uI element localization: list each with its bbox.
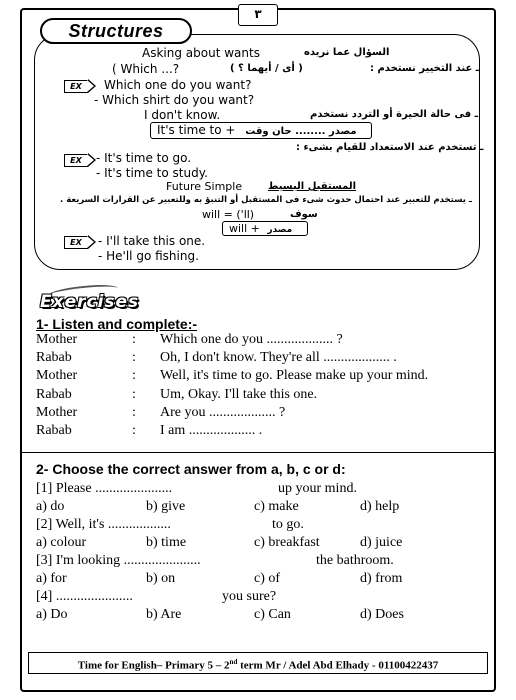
option-b[interactable]: b) on bbox=[146, 571, 176, 586]
option-b[interactable]: b) give bbox=[146, 499, 186, 514]
dialogue-speaker: Rabab bbox=[36, 423, 72, 438]
will-equation: will = ('ll) bbox=[202, 208, 255, 221]
dont-know-phrase: I don't know. bbox=[144, 108, 221, 122]
option-c[interactable]: c) Can bbox=[254, 607, 291, 622]
exercises-title: Exercises bbox=[40, 292, 140, 312]
option-b[interactable]: b) time bbox=[146, 535, 187, 550]
future-simple-arabic: المستقبل البسيط bbox=[268, 181, 357, 192]
dialogue-colon: : bbox=[132, 386, 136, 402]
question-stem-start: [3] I'm looking ...................... bbox=[36, 553, 201, 568]
option-a[interactable]: a) colour bbox=[36, 535, 87, 550]
its-time-formula-box bbox=[150, 122, 372, 139]
question-stem-end: up your mind. bbox=[278, 481, 357, 496]
will-arabic: سوف bbox=[290, 209, 318, 220]
example-tag-1: EX bbox=[64, 80, 88, 93]
question-stem-end: to go. bbox=[272, 517, 304, 532]
choice-note: ـ عند التخيير نستخدم : bbox=[370, 63, 480, 74]
example-ill-take: - I'll take this one. bbox=[98, 234, 206, 248]
dialogue-line: Um, Okay. I'll take this one. bbox=[160, 386, 318, 402]
example-arrow-2 bbox=[88, 153, 96, 167]
its-time-formula-en: It's time to + bbox=[157, 123, 236, 137]
which-structure: ( Which ...? bbox=[112, 62, 180, 76]
example-which-one: Which one do you want? bbox=[104, 78, 252, 92]
example-tag-2: EX bbox=[64, 154, 88, 167]
example-time-to-go: - It's time to go. bbox=[96, 151, 192, 165]
footer bbox=[28, 652, 488, 674]
its-time-formula-ar: مصدر ........ حان وقت bbox=[245, 126, 357, 137]
dialogue-colon: : bbox=[132, 332, 136, 347]
question-stem-end: the bathroom. bbox=[316, 553, 394, 568]
structures-title: Structures bbox=[40, 18, 192, 44]
dialogue-speaker: Mother bbox=[36, 368, 78, 384]
example-tag-3: EX bbox=[64, 236, 88, 249]
dialogue-speaker: Rabab bbox=[36, 386, 72, 402]
future-note: ـ يستخدم للتعبير عند احتمال حدوث شىء فى المستقبل أو التنبؤ به وللتعبير عن القرارات السريعة . bbox=[60, 195, 472, 205]
readiness-note: ـ تستخدم عند الاستعداد للقيام بشىء : bbox=[296, 142, 484, 153]
option-d[interactable]: d) Does bbox=[360, 607, 404, 622]
dialogue-line: Which one do you ................... ? bbox=[160, 332, 343, 347]
dialogue-speaker: Rabab bbox=[36, 350, 72, 366]
will-formula-en: will + bbox=[229, 222, 260, 235]
footer-right: term Mr / Adel Abd Elhady - 01100422437 bbox=[237, 659, 439, 672]
dialogue-colon: : bbox=[132, 404, 136, 420]
example-which-shirt: - Which shirt do you want? bbox=[94, 93, 255, 107]
option-c[interactable]: c) make bbox=[254, 499, 299, 514]
option-a[interactable]: a) Do bbox=[36, 607, 68, 622]
question-2-heading: 2- Choose the correct answer from a, b, c or d: bbox=[36, 461, 346, 477]
option-a[interactable]: a) do bbox=[36, 499, 65, 514]
example-hell-go: - He'll go fishing. bbox=[98, 249, 199, 263]
section-divider bbox=[22, 452, 494, 453]
dialogue-line: Oh, I don't know. They're all ................... . bbox=[160, 350, 397, 366]
dialogue-colon: : bbox=[132, 423, 136, 438]
example-time-to-study: - It's time to study. bbox=[96, 166, 208, 180]
future-simple-heading: Future Simple bbox=[166, 180, 243, 193]
dialogue-line: I am ................... . bbox=[160, 423, 263, 438]
dialogue-colon: : bbox=[132, 368, 136, 384]
example-arrow-3 bbox=[88, 235, 96, 249]
option-c[interactable]: c) breakfast bbox=[254, 535, 320, 550]
question-1-heading: 1- Listen and complete:- bbox=[36, 316, 198, 332]
question-stem-end: you sure? bbox=[222, 589, 277, 604]
option-a[interactable]: a) for bbox=[36, 571, 67, 586]
confusion-note: ـ فى حالة الحيرة أو التردد نستخدم bbox=[310, 109, 479, 120]
question-stem-start: [1] Please ...................... bbox=[36, 481, 173, 496]
option-d[interactable]: d) juice bbox=[360, 535, 403, 550]
footer-left: Time for English– Primary 5 – 2 bbox=[77, 659, 230, 672]
option-b[interactable]: b) Are bbox=[146, 607, 182, 622]
option-c[interactable]: c) of bbox=[254, 571, 281, 586]
which-arabic: ( أى / أيهما ؟ ) bbox=[230, 63, 303, 74]
dialogue-speaker: Mother bbox=[36, 332, 78, 347]
question-stem-start: [2] Well, it's .................. bbox=[36, 517, 171, 532]
example-arrow-1 bbox=[88, 79, 96, 93]
option-d[interactable]: d) help bbox=[360, 499, 400, 514]
page-number: ٣ bbox=[238, 4, 278, 26]
question-stem-start: [4] ...................... bbox=[36, 589, 133, 604]
option-d[interactable]: d) from bbox=[360, 571, 403, 586]
will-formula-box bbox=[222, 221, 308, 236]
asking-wants-arabic: السؤال عما نريده bbox=[304, 47, 390, 58]
dialogue-speaker: Mother bbox=[36, 404, 78, 420]
dialogue-line: Are you ................... ? bbox=[160, 404, 286, 420]
dialogue-line: Well, it's time to go. Please make up your mind. bbox=[160, 368, 429, 384]
dialogue-colon: : bbox=[132, 350, 136, 366]
will-formula-ar: مصدر bbox=[267, 225, 293, 235]
asking-wants-heading: Asking about wants bbox=[142, 46, 260, 60]
footer-sup: nd bbox=[229, 658, 238, 666]
